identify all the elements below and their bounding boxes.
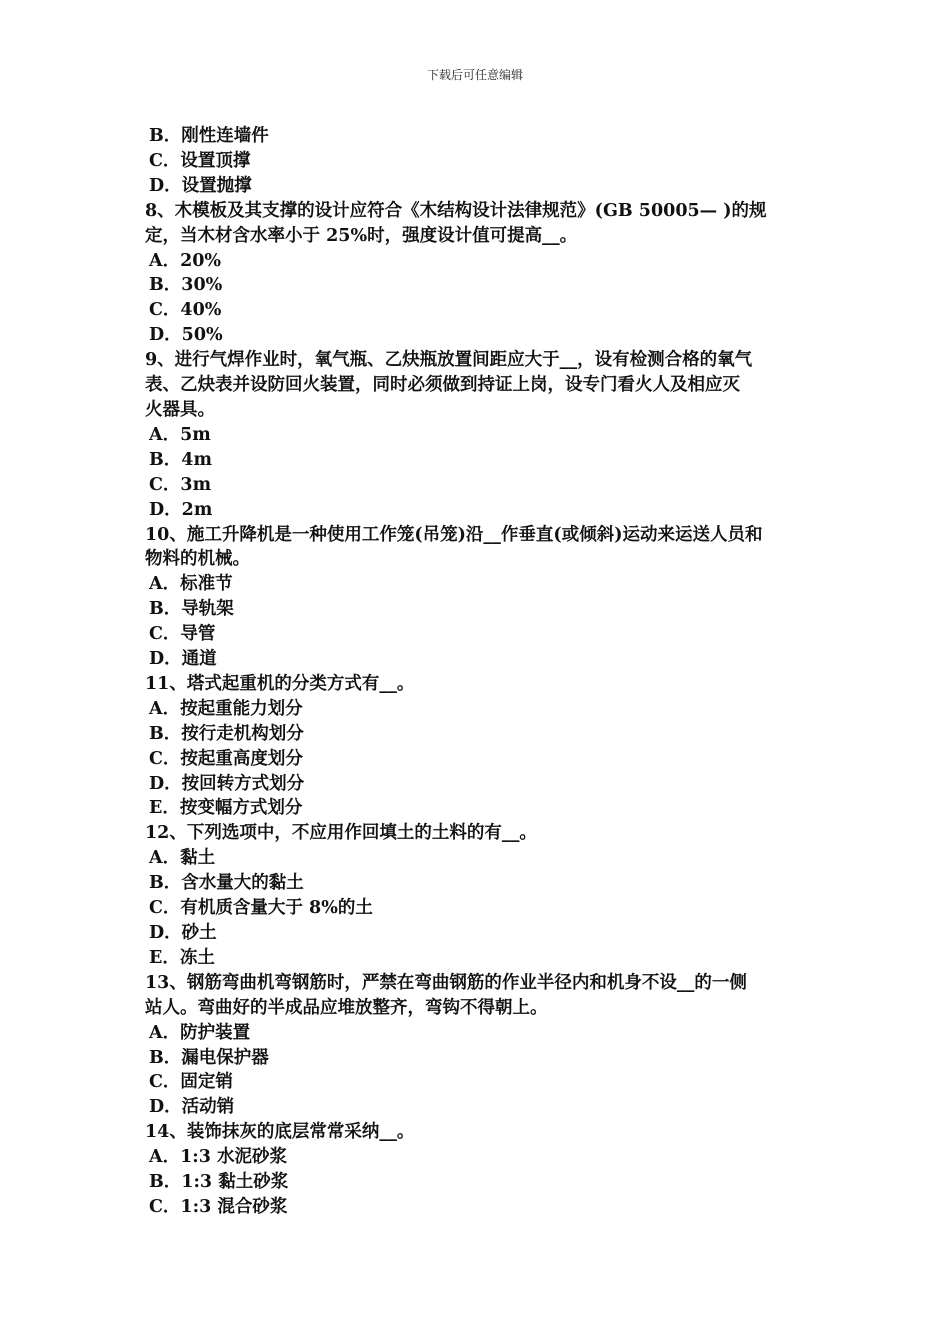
question-text: 9、进行气焊作业时，氧气瓶、乙炔瓶放置间距应大于__，设有检测合格的氧气 [145,350,753,371]
question-text: 火器具。 [145,399,215,420]
answer-option: D．设置抛撑 [149,175,252,196]
question-text: 13、钢筋弯曲机弯钢筋时，严禁在弯曲钢筋的作业半径内和机身不设__的一侧 [145,972,747,993]
answer-option: A．标准节 [149,574,233,595]
question-text: 表、乙炔表并设防回火装置，同时必须做到持证上岗，设专门看火人及相应灭 [145,375,740,396]
answer-option: E．冻土 [149,947,215,968]
answer-option: D．活动销 [149,1097,235,1118]
answer-option: C．40% [149,300,222,321]
answer-option: B．30% [149,275,223,296]
answer-option: B．刚性连墙件 [149,126,269,146]
answer-option: A．按起重能力划分 [149,698,303,719]
answer-option: C．有机质含量大于 8%的土 [149,898,373,919]
answer-option: C．按起重高度划分 [149,748,303,769]
answer-option: B．导轨架 [149,599,234,620]
answer-option: A．防护装置 [149,1022,251,1043]
page-header: 下载后可任意编辑 [426,68,523,82]
question-text: 站人。弯曲好的半成品应堆放整齐，弯钩不得朝上。 [145,997,548,1018]
answer-option: D．通道 [149,649,217,670]
answer-option: A．黏土 [149,848,216,869]
question-text: 11、塔式起重机的分类方式有__。 [145,673,415,694]
question-text: 定，当木材含水率小于 25%时，强度设计值可提高__。 [145,225,578,246]
answer-option: D．2m [149,499,213,520]
answer-option: D．按回转方式划分 [149,773,305,794]
answer-option: B．漏电保护器 [149,1047,269,1068]
question-text: 14、装饰抹灰的底层常常采纳__。 [145,1122,415,1143]
answer-option: C．设置顶撑 [149,150,251,171]
answer-option: D．50% [149,325,223,346]
question-text: 12、下列选项中，不应用作回填土的土料的有__。 [145,823,537,844]
answer-option: D．砂土 [149,923,217,943]
answer-option: A．20% [149,250,222,271]
question-text: 10、施工升降机是一种使用工作笼(吊笼)沿__作垂直(或倾斜)运动来运送人员和 [145,524,763,545]
document-body [145,124,810,1220]
question-text: 8、木模板及其支撑的设计应符合《木结构设计法律规范》(GB 50005— )的规 [145,200,767,221]
answer-option: A．1:3 水泥砂浆 [149,1147,287,1168]
answer-option: C．固定销 [149,1072,233,1093]
answer-option: C．导管 [149,624,216,645]
answer-option: A．5m [149,424,211,445]
answer-option: B．含水量大的黏土 [149,873,304,894]
answer-option: B．1:3 黏土砂浆 [149,1172,289,1193]
answer-option: B．4m [149,449,212,470]
answer-option: C．3m [149,474,212,495]
question-text: 物料的机械。 [145,549,250,570]
answer-option: C．1:3 混合砂浆 [149,1196,288,1217]
answer-option: E．按变幅方式划分 [149,798,303,819]
answer-option: B．按行走机构划分 [149,723,304,744]
